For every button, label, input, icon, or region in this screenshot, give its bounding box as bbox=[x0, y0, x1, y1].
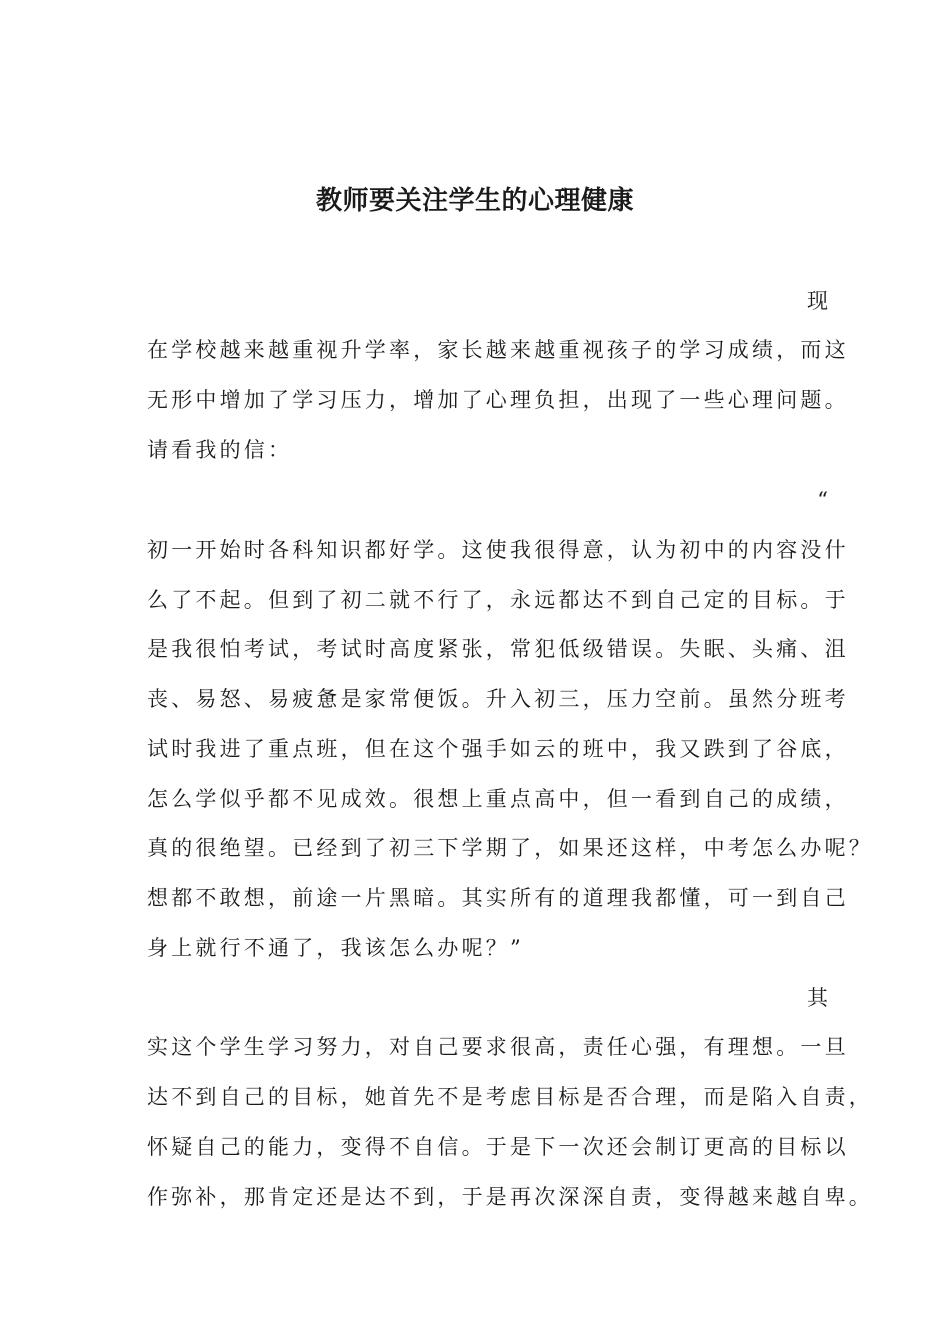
paragraph-3-line: 达不到自己的目标，她首先不是考虑目标是否合理，而是陷入自责， bbox=[147, 1085, 873, 1109]
paragraph-2-line: 身上就行不通了，我该怎么办呢？” bbox=[147, 936, 524, 960]
paragraph-2-lead: “ bbox=[817, 488, 828, 512]
paragraph-1-line: 无形中增加了学习压力，增加了心理负担，出现了一些心理问题。 bbox=[147, 388, 849, 412]
paragraph-2-line: 想都不敢想，前途一片黑暗。其实所有的道理我都懂，可一到自己 bbox=[147, 886, 849, 910]
document-title: 教师要关注学生的心理健康 bbox=[315, 186, 634, 216]
paragraph-1-lead: 现 bbox=[807, 289, 828, 313]
paragraph-1-line: 在学校越来越重视升学率，家长越来越重视孩子的学习成绩，而这 bbox=[147, 338, 849, 362]
paragraph-2-line: 真的很绝望。已经到了初三下学期了，如果还这样，中考怎么办呢？ bbox=[147, 836, 873, 860]
paragraph-3-line: 作弥补，那肯定还是达不到，于是再次深深自责，变得越来越自卑。 bbox=[147, 1185, 873, 1209]
paragraph-1-line: 请看我的信： bbox=[147, 438, 293, 462]
paragraph-3-line: 实这个学生学习努力，对自己要求很高，责任心强，有理想。一旦 bbox=[147, 1035, 849, 1059]
paragraph-3-line: 怀疑自己的能力，变得不自信。于是下一次还会制订更高的目标以 bbox=[147, 1135, 849, 1159]
paragraph-2-line: 么了不起。但到了初二就不行了，永远都达不到自己定的目标。于 bbox=[147, 588, 849, 612]
paragraph-2-line: 怎么学似乎都不见成效。很想上重点高中，但一看到自己的成绩， bbox=[147, 787, 849, 811]
paragraph-2-line: 初一开始时各科知识都好学。这使我很得意，认为初中的内容没什 bbox=[147, 538, 849, 562]
paragraph-3-lead: 其 bbox=[807, 986, 828, 1010]
paragraph-2-line: 是我很怕考试，考试时高度紧张，常犯低级错误。失眠、头痛、沮 bbox=[147, 637, 849, 661]
paragraph-2-line: 丧、易怒、易疲惫是家常便饭。升入初三，压力空前。虽然分班考 bbox=[147, 687, 849, 711]
paragraph-2-line: 试时我进了重点班，但在这个强手如云的班中，我又跌到了谷底， bbox=[147, 737, 849, 761]
